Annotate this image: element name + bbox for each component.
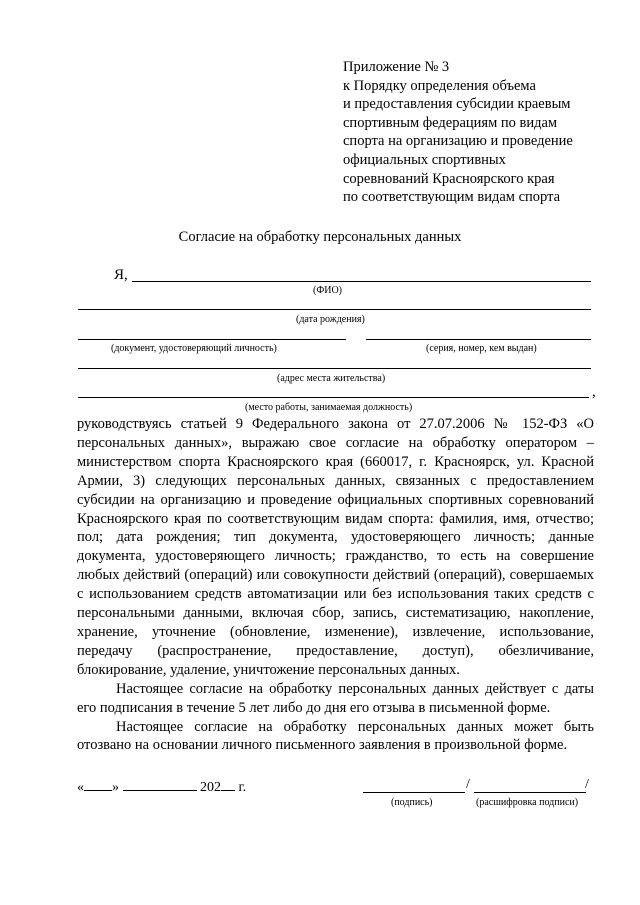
- appendix-line: к Порядку определения объема: [343, 77, 536, 94]
- consent-paragraph: руководствуясь статьей 9 Федерального закона от 27.07.2006 № 152-ФЗ «О персональных данных», выражаю свое согласие на обработку оператором – министерством спорта Красноярского края (660017, г. Красноярск, ул. Красной Армии, 3) следующих персональных данных, связанных с предоставлением субсидии на организацию и проведение официальных спортивных соревнований Красноярского края по соответствующим видам спорта: фамилия, имя, отчество; пол; дата рождения; тип документа, удостоверяющего личность; данные документа, удостоверяющего личность; гражданство, то есть на совершение любых действий (операций) или совокупности действий (операций), совершаемых с использованием средств автоматизации или без использования таких средств с персональными данными, включая сбор, запись, систематизацию, накопление, хранение, уточнение (обновление, изменение), извлечение, использование, передачу (распространение, предоставление, доступ), обезличивание, блокирование, удаление, уничтожение персональных данных.: [77, 416, 594, 678]
- fio-field-line[interactable]: [132, 281, 591, 282]
- appendix-line: спортивным федерациям по видам: [343, 114, 558, 131]
- birthdate-field-line[interactable]: [78, 309, 591, 310]
- signature-slash-left: /: [466, 777, 470, 792]
- appendix-line: соревнований Красноярского края: [343, 170, 555, 187]
- decode-caption: (расшифровка подписи): [476, 797, 579, 808]
- signature-field-line[interactable]: [363, 792, 465, 793]
- day-field-line[interactable]: [84, 778, 112, 791]
- birthdate-caption: (дата рождения): [296, 314, 365, 325]
- workplace-comma: ,: [592, 384, 596, 400]
- appendix-line: Приложение № 3: [343, 59, 450, 75]
- document-field-line[interactable]: [78, 339, 346, 340]
- date-block: [77, 778, 246, 796]
- document-caption: (документ, удостоверяющий личность): [111, 343, 277, 354]
- decode-field-line[interactable]: [474, 792, 586, 793]
- sign-caption: (подпись): [391, 797, 433, 808]
- validity-paragraph: Настоящее согласие на обработку персональных данных действует с даты его подписания в течение 5 лет либо до дня его отзыва в письменной форме.: [77, 680, 594, 716]
- signature-slash-right: /: [585, 777, 589, 792]
- workplace-field-line[interactable]: [78, 397, 589, 398]
- month-field-line[interactable]: [123, 778, 197, 791]
- workplace-caption: (место работы, занимаемая должность): [245, 402, 413, 413]
- fio-caption: (ФИО): [313, 285, 343, 296]
- prefix-ya: Я,: [114, 267, 128, 283]
- appendix-line: спорта на организацию и проведение: [343, 133, 573, 150]
- open-quote: «: [77, 780, 84, 795]
- revocation-paragraph: Настоящее согласие на обработку персональных данных может быть отозвано на основании личного письменного заявления в произвольной форме.: [77, 718, 594, 754]
- consent-body: [77, 415, 594, 755]
- year-suffix: г.: [238, 780, 247, 795]
- close-quote: »: [112, 780, 119, 795]
- address-field-line[interactable]: [78, 368, 591, 369]
- address-caption: (адрес места жительства): [277, 373, 386, 384]
- series-caption: (серия, номер, кем выдан): [426, 343, 537, 354]
- document-title: Согласие на обработку персональных данных: [178, 229, 462, 245]
- series-field-line[interactable]: [366, 339, 591, 340]
- year-prefix: 202: [200, 780, 221, 795]
- appendix-line: по соответствующим видам спорта: [343, 189, 561, 206]
- year-field-line[interactable]: [221, 778, 235, 791]
- appendix-line: официальных спортивных: [343, 151, 506, 168]
- appendix-header: [343, 58, 613, 207]
- appendix-line: и предоставления субсидии краевым: [343, 96, 571, 113]
